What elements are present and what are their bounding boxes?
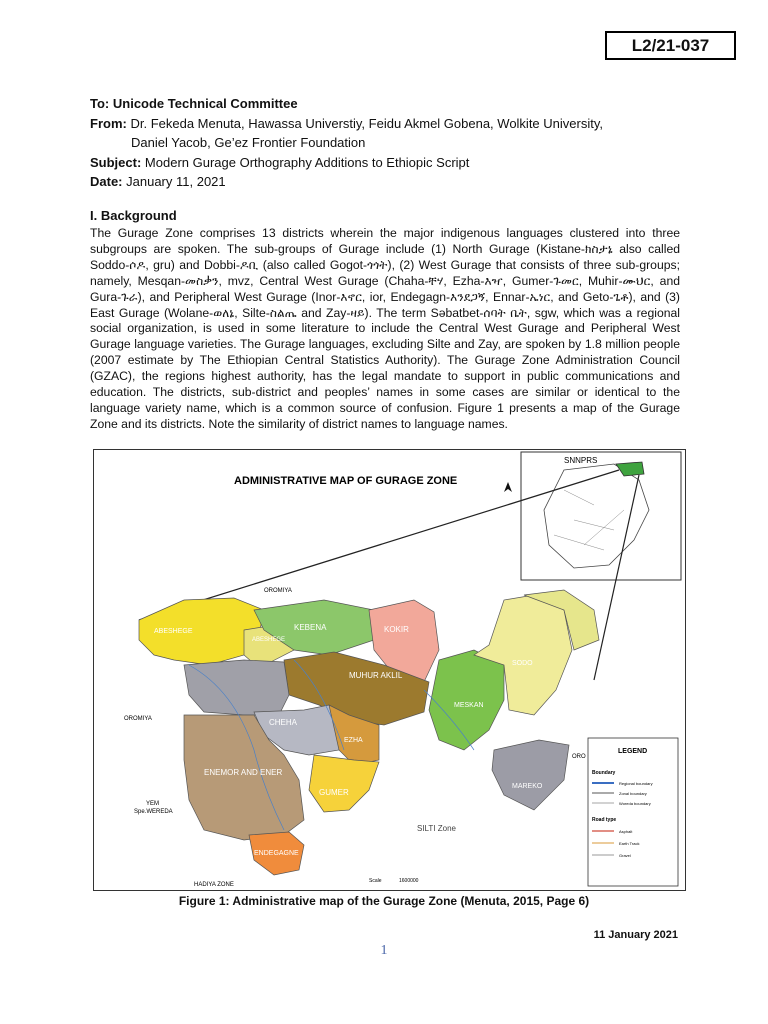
label-cheha: CHEHA	[269, 718, 298, 727]
label-abeshege: ABESHEGE	[154, 628, 193, 635]
label-kebena: KEBENA	[294, 623, 327, 632]
label-muhur-aklil: MUHUR AKLIL	[349, 671, 403, 680]
legend-title: LEGEND	[618, 748, 648, 755]
district-gumer	[309, 755, 379, 812]
map-title: ADMINISTRATIVE MAP OF GURAGE ZONE	[234, 475, 458, 487]
to-line	[90, 94, 690, 114]
legend-b2: Zonal boundary	[619, 791, 647, 796]
label-scale: Scale	[369, 878, 382, 884]
label-meskan: MESKAN	[454, 702, 484, 709]
subject-label: Subject:	[90, 154, 142, 170]
label-sodo: SODO	[512, 660, 533, 667]
legend-r1: Asphalt	[619, 829, 633, 834]
label-scale-value: 1600000	[399, 878, 419, 884]
date-line	[90, 172, 690, 192]
to-value: Unicode Technical Committee	[112, 96, 298, 111]
inset-label: SNNPRS	[564, 456, 598, 465]
footer-date: 11 January 2021	[593, 929, 678, 941]
memo-header	[90, 94, 690, 192]
legend-b1: Regional boundary	[619, 781, 653, 786]
label-yem-wereda: Spe.WEREDA	[134, 809, 173, 815]
legend-road: Road type	[592, 817, 617, 823]
label-enemor-ener: ENEMOR AND ENER	[204, 768, 283, 777]
label-silti: SILTI Zone	[417, 824, 456, 833]
label-oromiya-left: OROMIYA	[124, 716, 152, 722]
north-arrow-icon	[504, 482, 512, 492]
section-title: I. Background	[90, 208, 177, 223]
label-yem: YEM	[146, 801, 160, 807]
map-svg	[94, 450, 685, 890]
legend-box	[588, 738, 678, 886]
label-kokir: KOKIR	[384, 625, 409, 634]
document-number: L2/21-037	[605, 31, 736, 60]
legend-boundary: Boundary	[592, 770, 616, 776]
body-paragraph: The Gurage Zone comprises 13 districts wherein the major indigenous languages clustered into three subgroups are spoken. The sub-groups of Gurage include (1) North Gurage (Kistane-ክስታኔ also called Soddo-ሶዶ, gru) and Dobbi-ዶቢ (also called Gogot-ጎጎት), (2) West Gurage that consists of three sub-groups; namely, Mesqan-መስቃን, mvz, Central West Gurage (Chaha-ቸሃ, Ezha-እዣ, Gumer-ጉመር, Muhir-ሙህር, and Gura-ጉራ), and Peripheral West Gurage (Inor-እኖር, ior, Endegagn-እንደጋኝ, Ennar-ኤነር, and Geto-ጌቶ), and (3) East Gurage (Wolane-ወለኔ, Silte-ስልጤ and Zay-ዛይ). The term Səbatbet-ሰባት ቤት, sgw, which was a regional social organization, is used in some literature to include the Central West Gurage and Peripheral West Gurage language varieties. The Gurage languages, excluding Silte and Zay, are spoken by 1.8 million people (2007 estimate by The Ethiopian Central Statistics Authority). The Gurage Zone Administration Council (GZAC), the regions highest authority, has the legal mandate to support in public communications and education. The districts, sub-district and peoples’ names in some cases are similar or identical to the language variety name, which is a common source of confusion. Figure 1 presents a map of the Gurage Zone and its districts. Note the similarity of district names to language names.	[90, 226, 680, 431]
from-line-2: Daniel Yacob, Ge’ez Frontier Foundation	[131, 135, 366, 150]
legend-b3: Woreda boundary	[619, 801, 651, 806]
label-endegagne: ENDEGAGNE	[254, 850, 299, 857]
gurage-zone-map	[93, 449, 686, 891]
date-value: January 11, 2021	[126, 174, 226, 189]
label-oro-right: ORO	[572, 754, 586, 760]
label-oromiya-top: OROMIYA	[264, 588, 292, 594]
label-mareko: MAREKO	[512, 783, 543, 790]
subject-line	[90, 153, 690, 173]
label-abeshege-2: ABESHEGE	[252, 637, 286, 643]
legend-r3: Gravel	[619, 853, 631, 858]
date-label: Date:	[90, 174, 123, 189]
from-line	[90, 114, 690, 134]
label-gumer: GUMER	[319, 788, 349, 797]
district-meskan	[429, 650, 504, 750]
to-label: To:	[90, 96, 110, 111]
figure-caption: Figure 1: Administrative map of the Gurage Zone (Menuta, 2015, Page 6)	[178, 894, 590, 908]
page-number: 1	[380, 943, 388, 958]
district-cheha-west	[184, 660, 289, 715]
label-hadiya: HADIYA ZONE	[194, 882, 234, 888]
district-mareko	[492, 740, 569, 810]
label-ezha: EZHA	[344, 737, 363, 744]
legend-r2: Earth Track	[619, 841, 640, 846]
subject-value: Modern Gurage Orthography Additions to Ethiopic Script	[144, 154, 470, 170]
from-value: Dr. Fekeda Menuta, Hawassa Universtiy, Feidu Akmel Gobena, Wolkite University,	[130, 115, 603, 131]
from-label: From:	[90, 115, 127, 131]
